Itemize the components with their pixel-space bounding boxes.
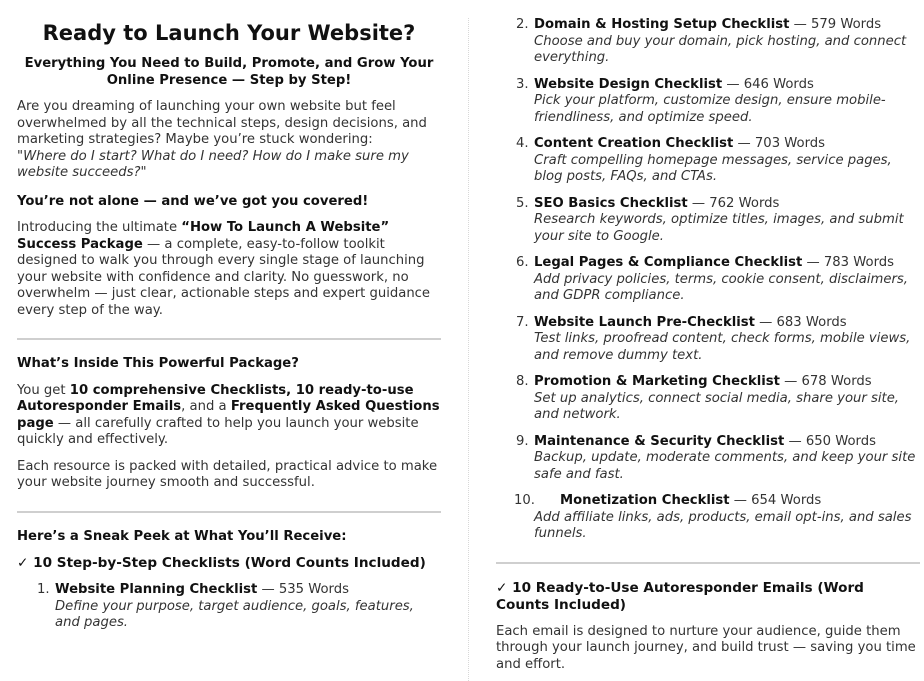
item-name: Promotion & Marketing Checklist: [534, 374, 780, 389]
inside-p1-mid: , and a: [181, 399, 231, 414]
emails-description: Each email is designed to nurture your audience, guide them through your launch journey, and build trust — saving you time and effort.: [496, 623, 916, 672]
item-number: 9.: [516, 433, 529, 449]
item-name: Maintenance & Security Checklist: [534, 433, 785, 449]
inside-p1-bold2: Frequently Asked Questions page: [17, 399, 440, 431]
inside-heading: What’s Inside This Powerful Package?: [17, 356, 299, 371]
item-number: 1.: [37, 582, 50, 597]
column-divider: [468, 18, 469, 681]
item-number: 8.: [516, 374, 529, 389]
checklist-item: [513, 255, 920, 305]
item-name: Monetization Checklist: [560, 493, 730, 508]
item-description: Set up analytics, connect social media, share your site, and network.: [534, 390, 900, 422]
item-description: Choose and buy your domain, pick hosting, and connect everything.: [534, 33, 907, 65]
item-description: Craft compelling homepage messages, service pages, blog posts, FAQs, and CTAs.: [534, 152, 892, 184]
item-number: 2.: [516, 17, 529, 32]
item-number: 7.: [516, 314, 529, 330]
checklist-item: [513, 493, 920, 543]
item-description: Research keywords, optimize titles, images, and submit your site to Google.: [534, 212, 904, 244]
item-name: Legal Pages & Compliance Checklist: [534, 255, 803, 270]
checklist-list-part2: [513, 17, 920, 543]
item-word-count: — 646 Words: [722, 76, 814, 92]
item-name: Website Planning Checklist: [55, 582, 258, 597]
checklist-item: [513, 196, 920, 246]
inside-paragraph-2: Each resource is packed with detailed, practical advice to make your website journey smooth and successful.: [17, 458, 438, 490]
inside-p1-rest: — all carefully crafted to help you launch your website quickly and effectively.: [17, 415, 419, 447]
package-intro-lead: Introducing the ultimate: [17, 220, 182, 235]
item-number: 5.: [516, 195, 529, 211]
checklist-item: [34, 582, 441, 632]
callout-text: You’re not alone — and we’ve got you covered!: [17, 193, 369, 209]
item-number: 6.: [516, 255, 529, 270]
item-description: Add privacy policies, terms, cookie consent, disclaimers, and GDPR compliance.: [534, 271, 908, 303]
checklist-item: [513, 136, 920, 186]
checklist-item: [513, 434, 920, 484]
item-name: Website Launch Pre-Checklist: [534, 314, 755, 330]
inside-p1-lead: You get: [17, 382, 70, 398]
checklist-item: [513, 77, 920, 127]
item-number: 10.: [514, 493, 535, 508]
checklist-item: [513, 17, 920, 67]
item-word-count: — 683 Words: [754, 314, 847, 330]
checklist-item: [513, 374, 920, 424]
package-name: “How To Launch A Website” Success Package: [17, 220, 390, 252]
emails-heading: ✓ 10 Ready-to-Use Autoresponder Emails (Word Counts Included): [496, 579, 864, 613]
inside-paragraph: [17, 383, 441, 449]
intro-text: Are you dreaming of launching your own website but feel overwhelmed by all the technical steps, design decisions, and marketing strategies? Maybe you’re stuck wondering:: [17, 99, 427, 147]
package-intro-paragraph: [17, 220, 441, 319]
inside-p1-bold1: 10 comprehensive Checklists, 10 ready-to-use Autoresponder Emails: [17, 382, 414, 414]
item-word-count: — 762 Words: [687, 195, 780, 211]
package-intro-rest: — a complete, easy-to-follow toolkit designed to walk you through every single stage of launching your website with confidence and clarity. No guesswork, no overwhelm — just clear, actionable steps and expert guidance every step of the way.: [17, 236, 431, 318]
page-title: Ready to Launch Your Website?: [42, 21, 416, 45]
item-name: Content Creation Checklist: [534, 136, 734, 151]
item-word-count: — 579 Words: [789, 17, 882, 32]
sneak-peek-heading: Here’s a Sneak Peek at What You’ll Receive:: [17, 528, 347, 544]
intro-paragraph: [17, 99, 441, 182]
item-word-count: — 783 Words: [802, 255, 895, 270]
item-word-count: — 703 Words: [733, 136, 826, 151]
page-subtitle: Everything You Need to Build, Promote, and Grow Your Online Presence — Step by Step!: [24, 56, 434, 88]
left-column: [17, 0, 441, 632]
item-number: 3.: [516, 76, 529, 92]
intro-quote: "Where do I start? What do I need? How do I make sure my website succeeds?": [17, 148, 409, 180]
checklists-heading: ✓ 10 Step-by-Step Checklists (Word Counts Included): [17, 555, 426, 571]
item-description: Define your purpose, target audience, goals, features, and pages.: [55, 598, 414, 630]
item-name: Domain & Hosting Setup Checklist: [534, 17, 790, 32]
item-description: Pick your platform, customize design, ensure mobile-friendliness, and optimize speed.: [534, 93, 886, 125]
checklist-list-part1: [34, 582, 441, 632]
item-word-count: — 535 Words: [257, 582, 349, 597]
item-name: Website Design Checklist: [534, 76, 723, 92]
item-number: 4.: [516, 136, 529, 151]
item-description: Test links, proofread content, check forms, mobile views, and remove dummy text.: [534, 331, 911, 363]
checklist-item: [513, 315, 920, 365]
item-word-count: — 678 Words: [779, 374, 872, 389]
right-column: [496, 0, 920, 673]
item-word-count: — 654 Words: [729, 493, 822, 508]
item-word-count: — 650 Words: [784, 433, 876, 449]
item-description: Backup, update, moderate comments, and keep your site safe and fast.: [534, 450, 916, 482]
item-name: SEO Basics Checklist: [534, 195, 688, 211]
item-description: Add affiliate links, ads, products, email opt-ins, and sales funnels.: [534, 509, 912, 541]
